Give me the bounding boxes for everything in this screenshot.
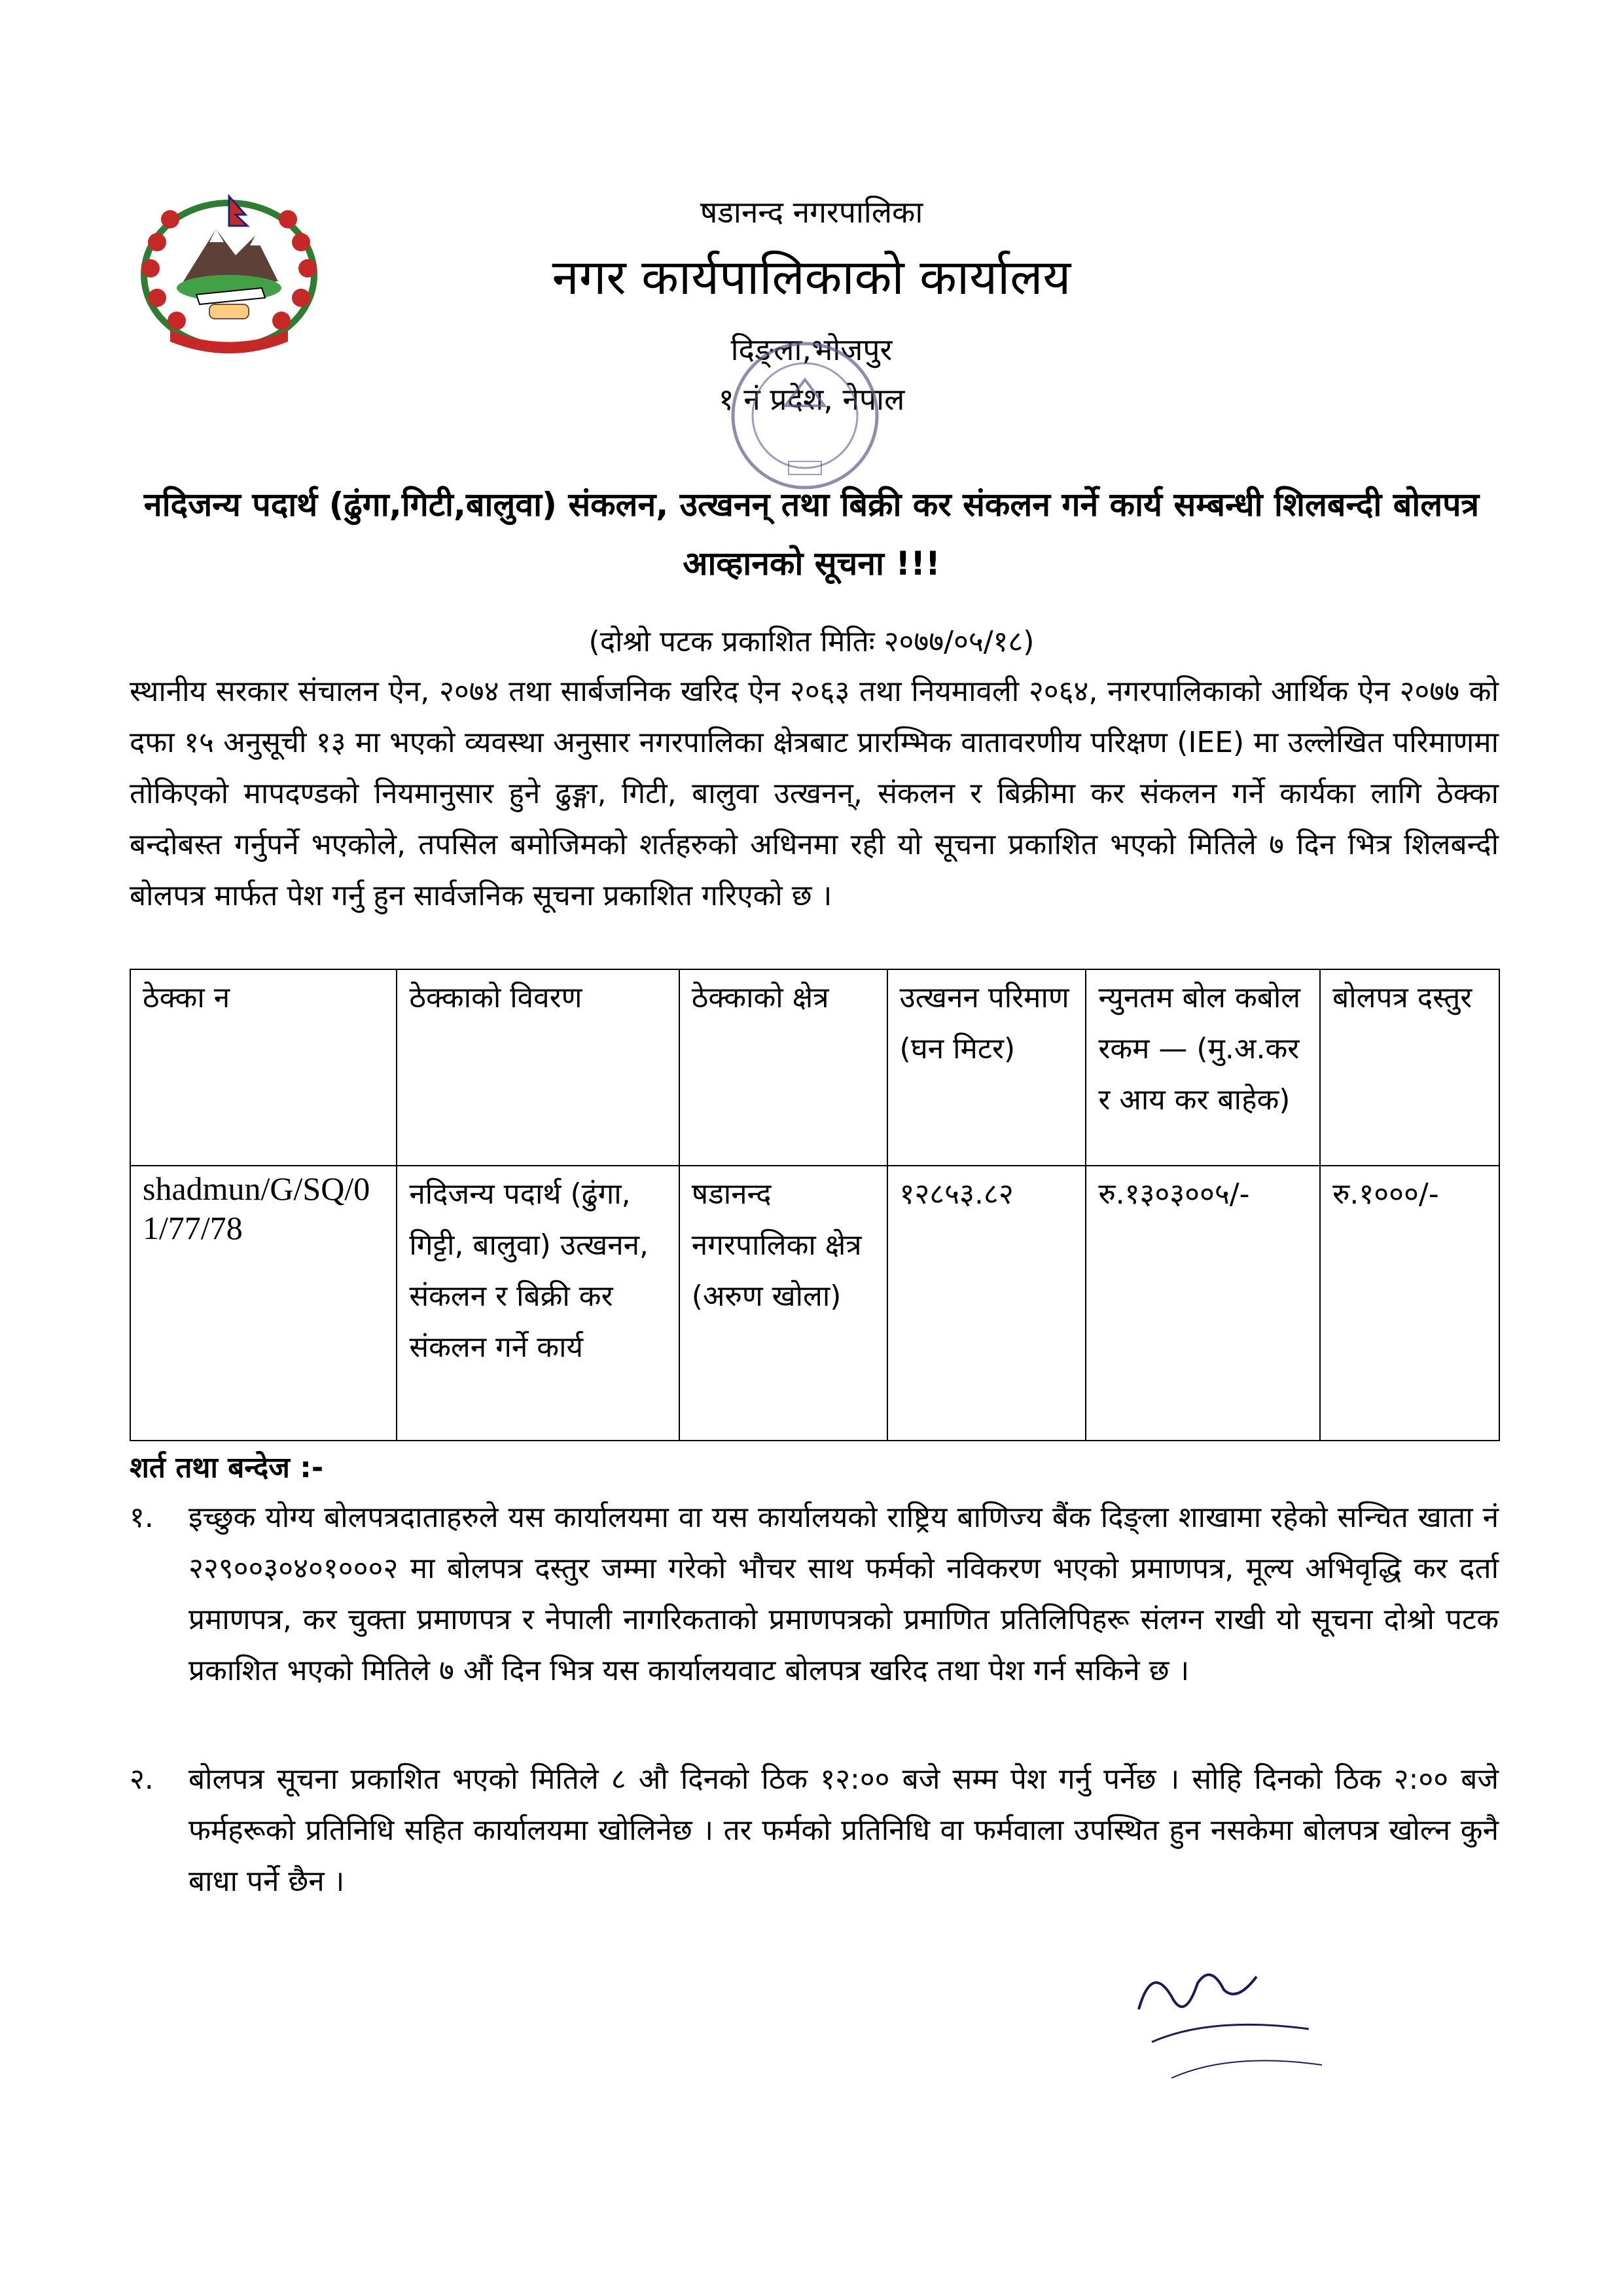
table-header-row xyxy=(130,969,1499,1166)
notice-title: नदिजन्य पदार्थ (ढुंगा,गिटी,बालुवा) संकलन, उत्खनन् तथा बिक्री कर संकलन गर्ने कार्य सम्बन्धी शिलबन्दी बोलपत्र आव्हानको सूचना !!! xyxy=(143,486,1480,583)
condition-text: इच्छुक योग्य बोलपत्रदाताहरुले यस कार्यालयमा वा यस कार्यालयको राष्ट्रिय बाणिज्य बैंक दिङ्ला शाखामा रहेको सन्चित खाता नं २२९००३०४०१०००२ मा बोलपत्र दस्तुर जम्मा गरेको भौचर साथ फर्मको नविकरण भएको प्रमाणपत्र, मूल्य अभिवृद्धि कर दर्ता प्रमाणपत्र, कर चुक्ता प्रमाणपत्र र नेपाली नागरिकताको प्रमाणपत्रको प्रमाणित प्रतिलिपिहरू संलग्न राखी यो सूचना दोश्रो पटक प्रकाशित भएको मितिले ७ औं दिन भित्र यस कार्यालयवाट बोलपत्र खरिद तथा पेश गर्न सकिने छ । xyxy=(188,1501,1499,1687)
published-date: (दोश्रो पटक प्रकाशित मितिः २०७७/०५/१८) xyxy=(588,625,1035,658)
office-name: नगर कार्यपालिकाको कार्यालय xyxy=(552,249,1071,306)
condition-number: १. xyxy=(130,1501,154,1534)
officer-signature xyxy=(1113,1937,1361,2108)
cell-extraction-quantity: १२८५३.८२ xyxy=(887,1166,1086,1441)
header-bid-fee: बोलपत्र दस्तुर xyxy=(1320,969,1499,1166)
header-contract-description: ठेक्काको विवरण xyxy=(397,969,679,1166)
cell-contract-no: shadmun/G/SQ/01/77/78 xyxy=(130,1166,397,1441)
header-contract-no: ठेक्का न xyxy=(130,969,397,1166)
condition-text: बोलपत्र सूचना प्रकाशित भएको मितिले ८ औ दिनको ठिक १२:०० बजे सम्म पेश गर्नु पर्नेछ । सोहि दिनको ठिक २:०० बजे फर्महरूको प्रतिनिधि सहित कार्यालयमा खोलिनेछ । तर फर्मको प्रतिनिधि वा फर्मवाला उपस्थित हुन नसकेमा बोलपत्र खोल्न कुनै बाधा पर्ने छैन । xyxy=(188,1763,1499,1898)
header-extraction-quantity: उत्खनन परिमाण (घन मिटर) xyxy=(887,969,1086,1166)
header-contract-area: ठेक्काको क्षेत्र xyxy=(679,969,887,1166)
cell-bid-fee: रु.१०००/- xyxy=(1320,1166,1499,1441)
cell-minimum-bid: रु.१३०३००५/- xyxy=(1086,1166,1320,1441)
condition-item-1 xyxy=(130,1492,1499,1754)
table-row xyxy=(130,1166,1499,1441)
municipality-name: षडानन्द नगरपालिका xyxy=(700,194,923,230)
conditions-heading: शर्त तथा बन्देज :- xyxy=(130,1451,324,1484)
tender-table xyxy=(130,969,1500,1441)
office-seal-stamp xyxy=(713,334,897,497)
notice-body: स्थानीय सरकार संचालन ऐन, २०७४ तथा सार्बजनिक खरिद ऐन २०६३ तथा नियमावली २०६४, नगरपालिकाको आर्थिक ऐन २०७७ को दफा १५ अनुसूची १३ मा भएको व्यवस्था अनुसार नगरपालिका क्षेत्रबाट प्रारम्भिक वातावरणीय परिक्षण (IEE) मा उल्लेखित परिमाणमा तोकिएको मापदण्डको नियमानुसार हुने ढुङ्गा, गिटी, बालुवा उत्खनन्, संकलन र बिक्रीमा कर संकलन गर्ने कार्यका लागि ठेक्का बन्दोबस्त गर्नुपर्ने भएकोले, तपसिल बमोजिमको शर्तहरुको अधिनमा रही यो सूचना प्रकाशित भएको मितिले ७ दिन भित्र शिलबन्दी बोलपत्र मार्फत पेश गर्नु हुन सार्वजनिक सूचना प्रकाशित गरिएको छ । xyxy=(130,675,1499,912)
address-line-1: दिङ्ला,भोजपुर xyxy=(730,332,893,367)
cell-contract-description: नदिजन्य पदार्थ (ढुंगा, गिट्टी, बालुवा) उत्खनन, संकलन र बिक्री कर संकलन गर्ने कार्य xyxy=(397,1166,679,1441)
condition-number: २. xyxy=(130,1763,154,1796)
condition-item-2 xyxy=(130,1754,1499,1911)
cell-contract-area: षडानन्द नगरपालिका क्षेत्र (अरुण खोला) xyxy=(679,1166,887,1441)
address-line-2: १ नं प्रदेश, नेपाल xyxy=(718,382,905,417)
header-minimum-bid: न्युनतम बोल कबोल रकम — (मु.अ.कर र आय कर बाहेक) xyxy=(1086,969,1320,1166)
